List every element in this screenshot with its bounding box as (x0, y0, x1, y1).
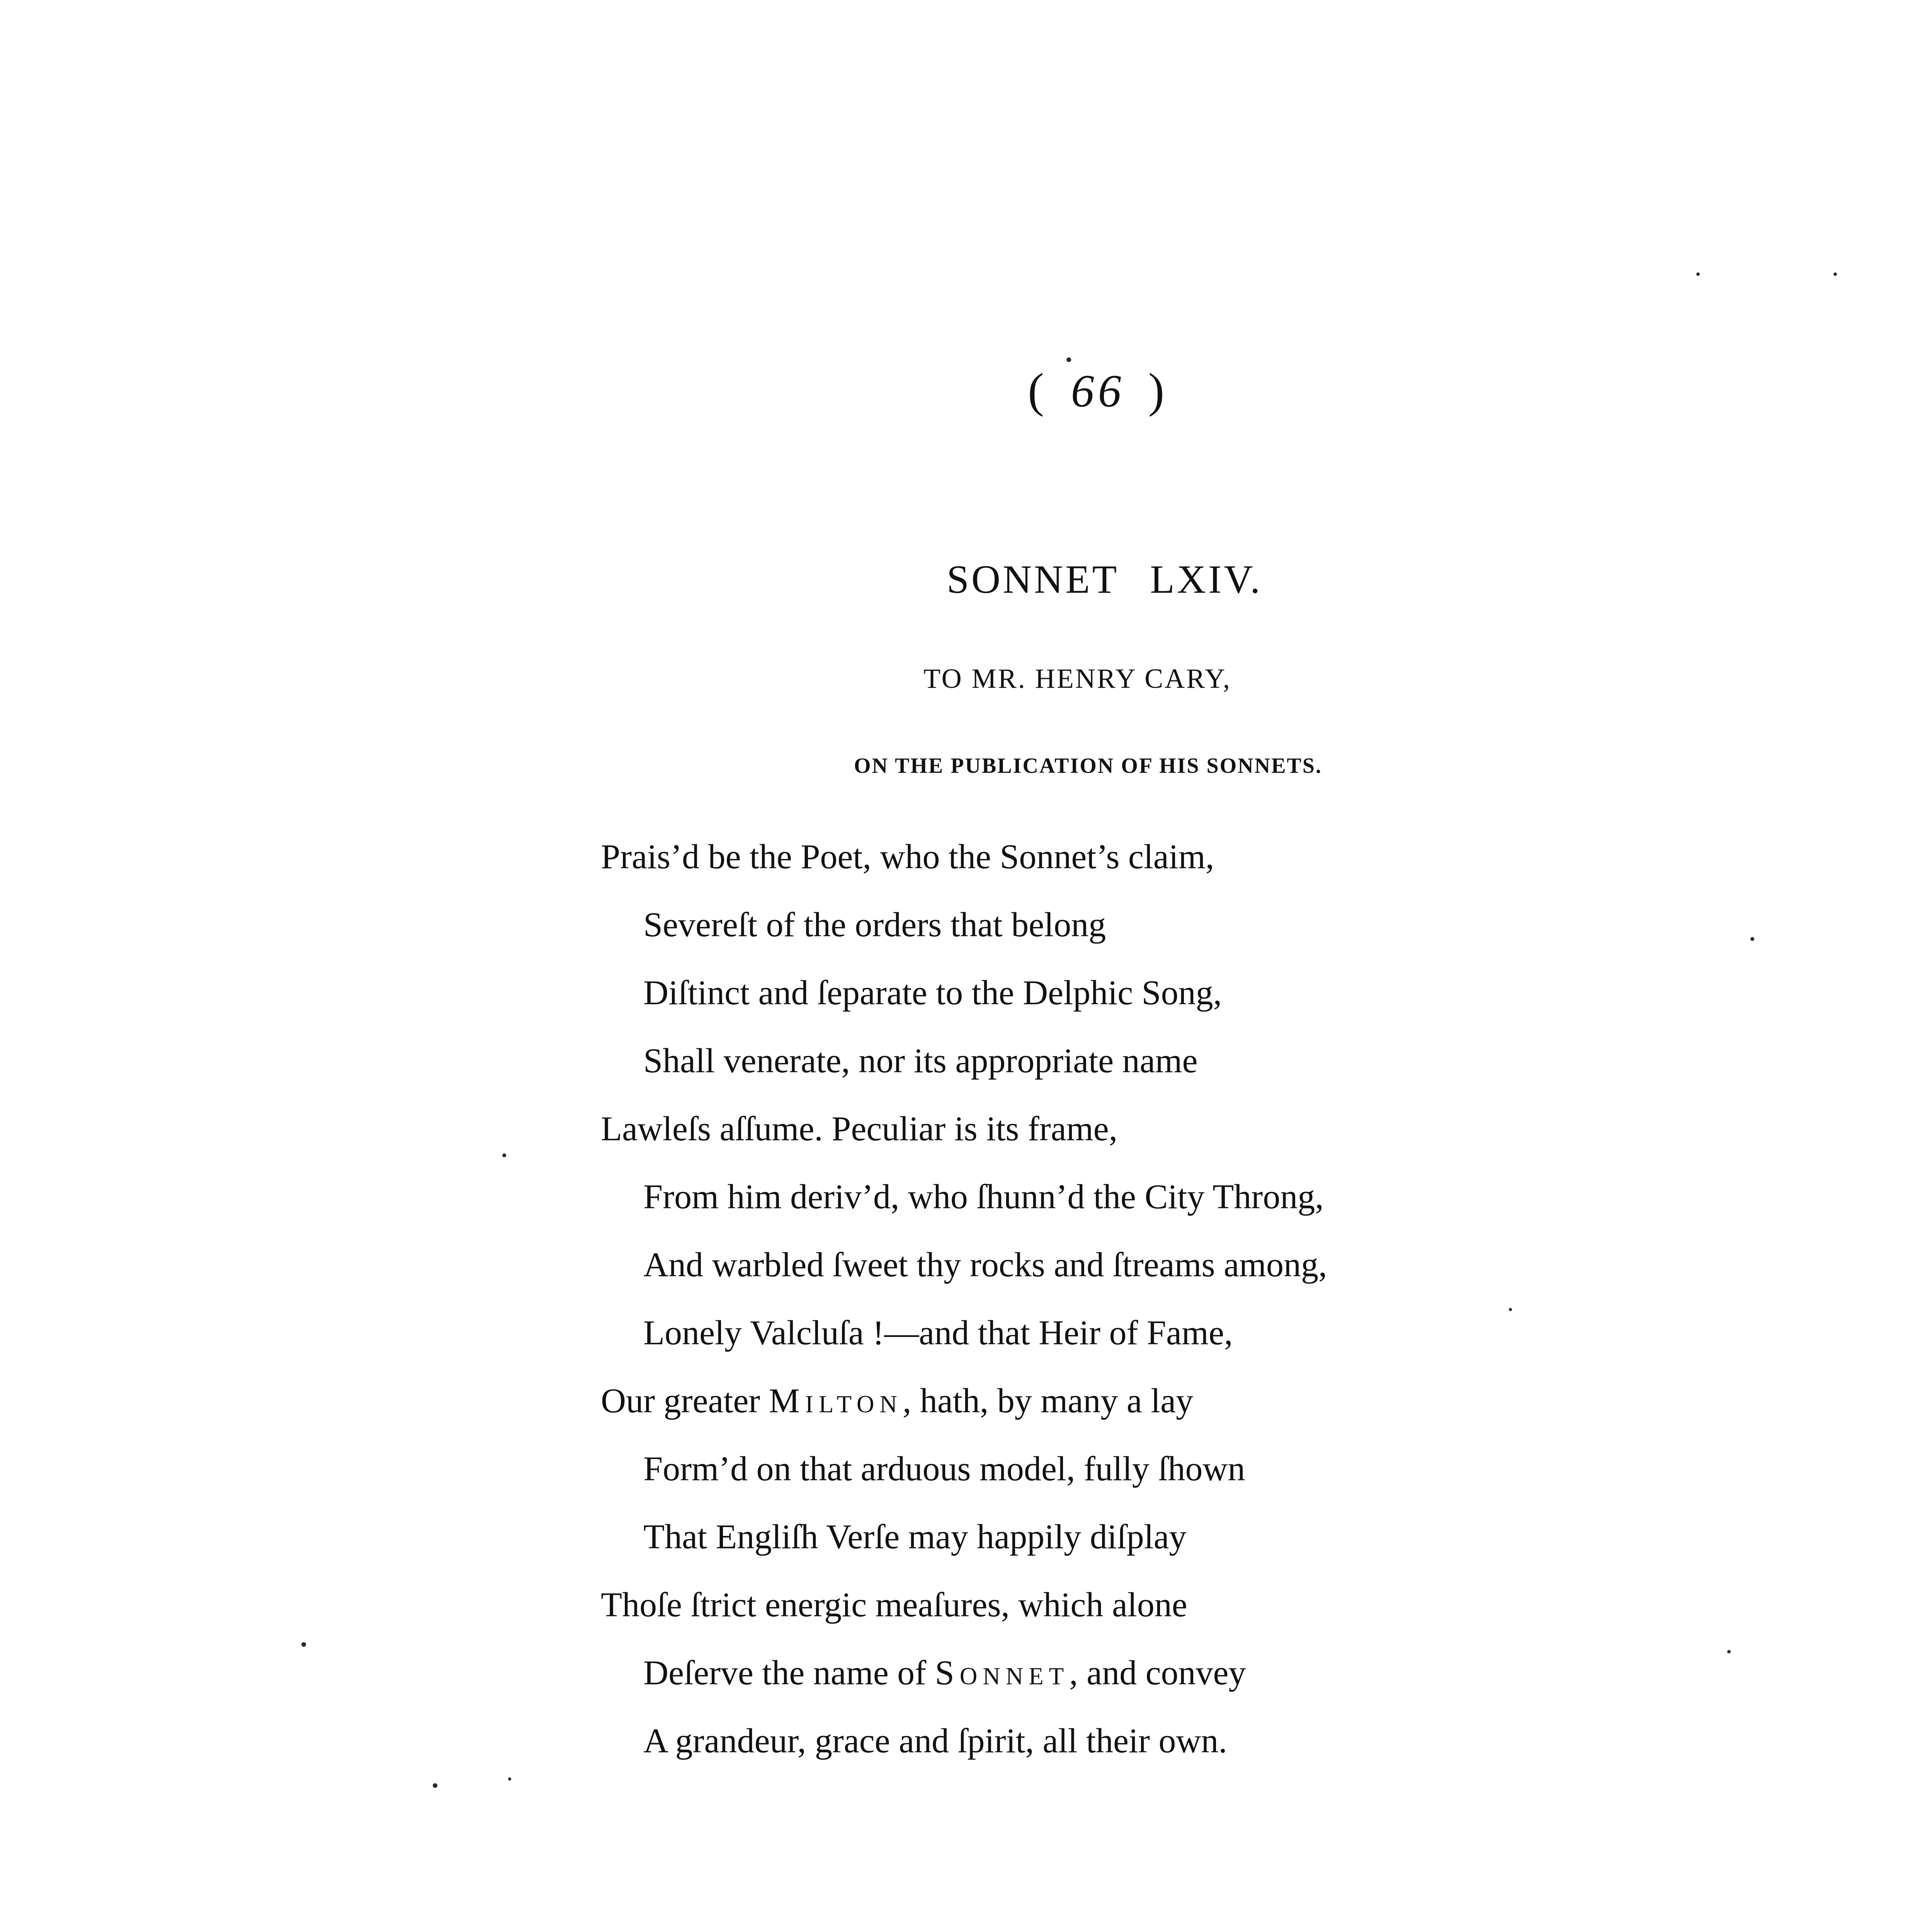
paper-speck (508, 1777, 511, 1781)
poem-line-13 (601, 1639, 1567, 1707)
page-number-value: 66 (1071, 365, 1125, 417)
page-number-close-paren: ) (1148, 364, 1168, 417)
poem-line-1: Prais’d be the Poet, who the Sonnet’s claim, (601, 838, 1214, 876)
poem-line-9-before: Our greater (601, 1382, 769, 1420)
sonnet-body (601, 823, 1567, 1775)
paper-speck (1750, 937, 1754, 941)
poem-line-3: Diſtinct and ſeparate to the Delphic Song, (643, 974, 1222, 1012)
paper-speck (1509, 1308, 1512, 1311)
paper-speck (1727, 1650, 1731, 1653)
poem-line-7: And warbled ſweet thy rocks and ſtreams among, (643, 1246, 1327, 1284)
poem-line-5: Lawleſs aſſume. Peculiar is its frame, (601, 1110, 1118, 1148)
sonnet-title-word: SONNET (947, 557, 1119, 602)
poem-line-13-after: , and convey (1069, 1654, 1246, 1692)
poem-line-9 (601, 1367, 1567, 1435)
paper-speck (433, 1783, 437, 1788)
sonnet-occasion: ON THE PUBLICATION OF HIS SONNETS. (854, 754, 1322, 778)
paper-speck (1696, 272, 1700, 276)
paper-speck (502, 1153, 506, 1157)
poem-line-13-before: Deſerve the name of (643, 1654, 935, 1692)
paper-speck (301, 1642, 306, 1647)
sonnet-title-number: LXIV. (1150, 557, 1263, 602)
paper-speck (1833, 272, 1837, 276)
sonnet-title (947, 556, 1262, 602)
poem-line-2: Severeſt of the orders that belong (643, 906, 1106, 944)
page-number (1028, 363, 1168, 418)
page-number-open-paren: ( (1028, 364, 1048, 417)
poem-line-4: Shall venerate, nor its appropriate name (643, 1042, 1198, 1080)
poem-line-9-name-milton: Milton (769, 1382, 903, 1420)
poem-line-14: A grandeur, grace and ſpirit, all their own. (643, 1722, 1227, 1760)
poem-line-9-after: , hath, by many a lay (902, 1382, 1194, 1420)
poem-line-12: Thoſe ſtrict energic meaſures, which alone (601, 1586, 1187, 1624)
sonnet-dedication: TO MR. HENRY CARY, (923, 663, 1231, 694)
poem-line-11: That Engliſh Verſe may happily diſplay (643, 1518, 1187, 1556)
paper-speck (1066, 357, 1071, 362)
poem-line-13-word-sonnet: Sonnet (935, 1654, 1070, 1692)
poem-line-6: From him deriv’d, who ſhunn’d the City Throng, (643, 1178, 1324, 1216)
poem-line-8: Lonely Valcluſa !—and that Heir of Fame, (643, 1314, 1233, 1352)
poem-line-10: Form’d on that arduous model, fully ſhown (643, 1450, 1245, 1488)
